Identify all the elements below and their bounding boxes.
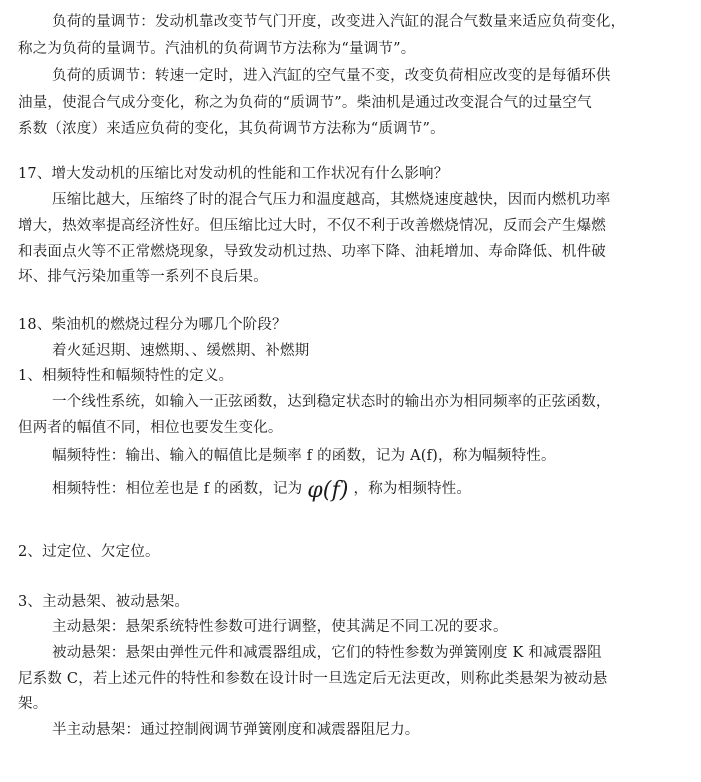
question-heading: 2、过定位、欠定位。: [18, 544, 160, 560]
text-line: 半主动悬架：通过控制阀调节弹簧刚度和减震器阻尼力。: [52, 722, 420, 738]
text-line: 称之为负荷的量调节。汽油机的负荷调节方法称为“量调节”。: [18, 41, 416, 57]
text-line: [52, 479, 688, 501]
text-line: 但两者的幅值不同，相位也要发生变化。: [18, 420, 283, 436]
text-line: 系数（浓度）来适应负荷的变化，其负荷调节方法称为“质调节”。: [18, 121, 445, 137]
text-line: 和表面点火等不正常燃烧现象，导致发动机过热、功率下降、油耗增加、寿命降低、机件破: [18, 244, 606, 260]
question-heading: 1、相频特性和幅频特性的定义。: [18, 368, 234, 384]
text-line: 架。: [18, 696, 48, 712]
text-line: 着火延迟期、速燃期、、缓燃期、补燃期: [52, 343, 310, 359]
phase-def-tail: ，称为相频特性。: [353, 481, 472, 497]
text-line: 幅频特性：输出、输入的幅值比是频率 f 的函数，记为 A(f)，称为幅频特性。: [52, 448, 556, 464]
phase-formula: φ(f): [307, 478, 349, 503]
text-line: 坏、排气污染加重等一系列不良后果。: [18, 269, 268, 285]
text-line: 一个线性系统，如输入一正弦函数，达到稳定状态时的输出亦为相同频率的正弦函数，: [52, 394, 611, 410]
question-heading: 18、柴油机的燃烧过程分为哪几个阶段？: [18, 317, 287, 333]
question-heading: 17、增大发动机的压缩比对发动机的性能和工作状况有什么影响？: [18, 166, 449, 182]
text-line: 油量，使混合气成分变化，称之为负荷的“质调节”。柴油机是通过改变混合气的过量空气: [18, 95, 592, 111]
text-line: 尼系数 C，若上述元件的特性和参数在设计时一旦选定后无法更改，则称此类悬架为被动悬: [18, 671, 608, 687]
text-line: 增大，热效率提高经济性好。但压缩比过大时，不仅不利于改善燃烧情况，反而会产生爆燃: [18, 218, 606, 234]
question-heading: 3、主动悬架、被动悬架。: [18, 594, 190, 610]
phase-def-lead: 相频特性：相位差也是 f 的函数，记为: [52, 481, 303, 497]
text-line: 负荷的量调节：发动机靠改变节气门开度，改变进入汽缸的混合气数量来适应负荷变化，: [52, 14, 626, 30]
text-line: 压缩比越大，压缩终了时的混合气压力和温度越高，其燃烧速度越快，因而内燃机功率: [52, 192, 611, 208]
text-line: 被动悬架：悬架由弹性元件和减震器组成，它们的特性参数为弹簧刚度 K 和减震器阻: [52, 645, 602, 661]
text-line: 负荷的质调节：转速一定时，进入汽缸的空气量不变，改变负荷相应改变的是每循环供: [52, 68, 611, 84]
text-line: 主动悬架：悬架系统特性参数可进行调整，使其满足不同工况的要求。: [52, 619, 508, 635]
